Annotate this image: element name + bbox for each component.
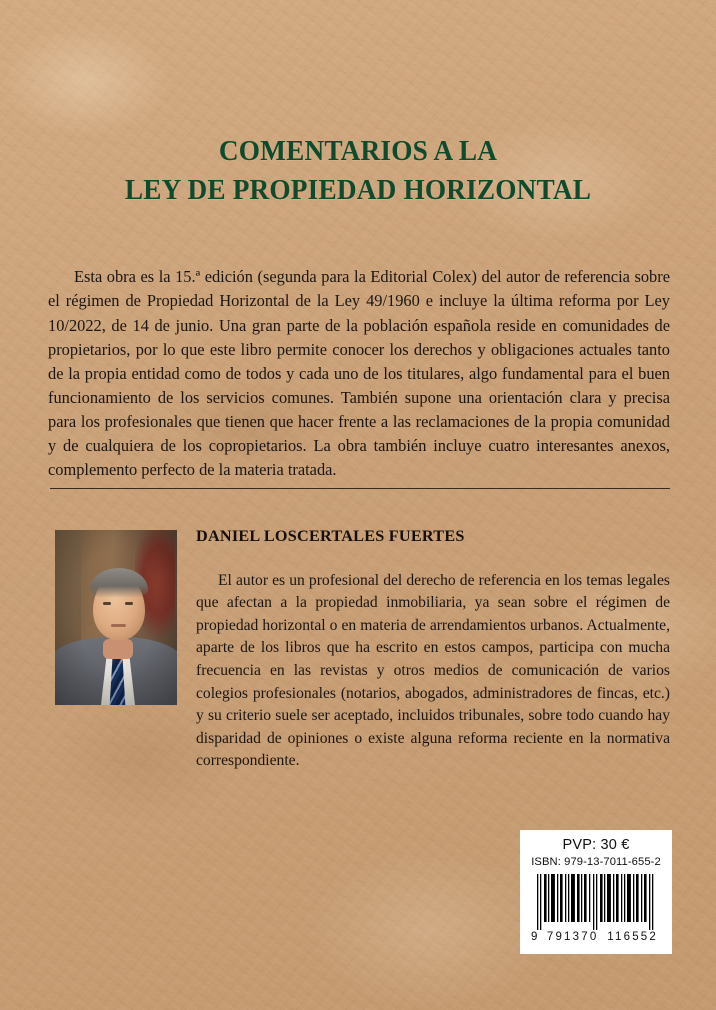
- author-portrait-photo: [55, 530, 177, 705]
- book-title-line-1: COMENTARIOS A LA: [218, 135, 498, 167]
- section-divider: [50, 488, 670, 489]
- book-description: Esta obra es la 15.ª edición (segunda para la Editorial Colex) del autor de referencia sobre el régimen de Propiedad Horizontal de la Ley 49/1960 e incluye la última reforma por Ley 10/2022, de 14 de junio. Una gran parte de la población española reside en comunidades de propietarios, por lo que este libro permite conocer los derechos y obligaciones actuales tanto de la propia entidad como de todos y cada uno de los titulares, algo fundamental para el buen funcionamiento de los servicios comunes. También supone una orientación clara y precisa para los profesionales que tienen que hacer frente a las reclamaciones de la propia comunidad y de cualquiera de los copropietarios. La obra también incluye cuatro interesantes anexos, complemento perfecto de la materia tratada.: [48, 267, 670, 480]
- price-label: PVP: 30 €: [562, 837, 630, 853]
- barcode-digits: [528, 931, 664, 943]
- isbn-barcode-block: [520, 830, 672, 954]
- ean13-barcode-icon: [534, 874, 658, 930]
- portrait-vignette: [55, 530, 177, 705]
- book-title-line-2: LEY DE PROPIEDAD HORIZONTAL: [124, 174, 592, 206]
- isbn-label: ISBN: 979-13-7011-655-2: [531, 856, 661, 868]
- barcode-digits-middle: 791370: [546, 931, 599, 943]
- book-title: [67, 132, 650, 210]
- author-name: DANIEL LOSCERTALES FUERTES: [196, 527, 465, 545]
- author-biography: El autor es un profesional del derecho de referencia en los temas legales que afectan a la propiedad inmobiliaria, ya sean sobre el régimen de propiedad horizontal o en materia de arrendamientos urbanos. Actualmente, aparte de los libros que ha escrito en estos campos, participa con mucha frecuencia en las revistas y otros medios de comunicación de varios colegios profesionales (notarios, abogados, administradores de fincas, etc.) y su criterio suele ser aceptado, incluidos tribunales, sobre todo cuando hay disparidad de opiniones o existe alguna reforma reciente en la normativa correspondiente.: [196, 571, 670, 770]
- barcode-digit-left: 9: [531, 931, 538, 943]
- barcode-digits-right: 116552: [607, 931, 658, 943]
